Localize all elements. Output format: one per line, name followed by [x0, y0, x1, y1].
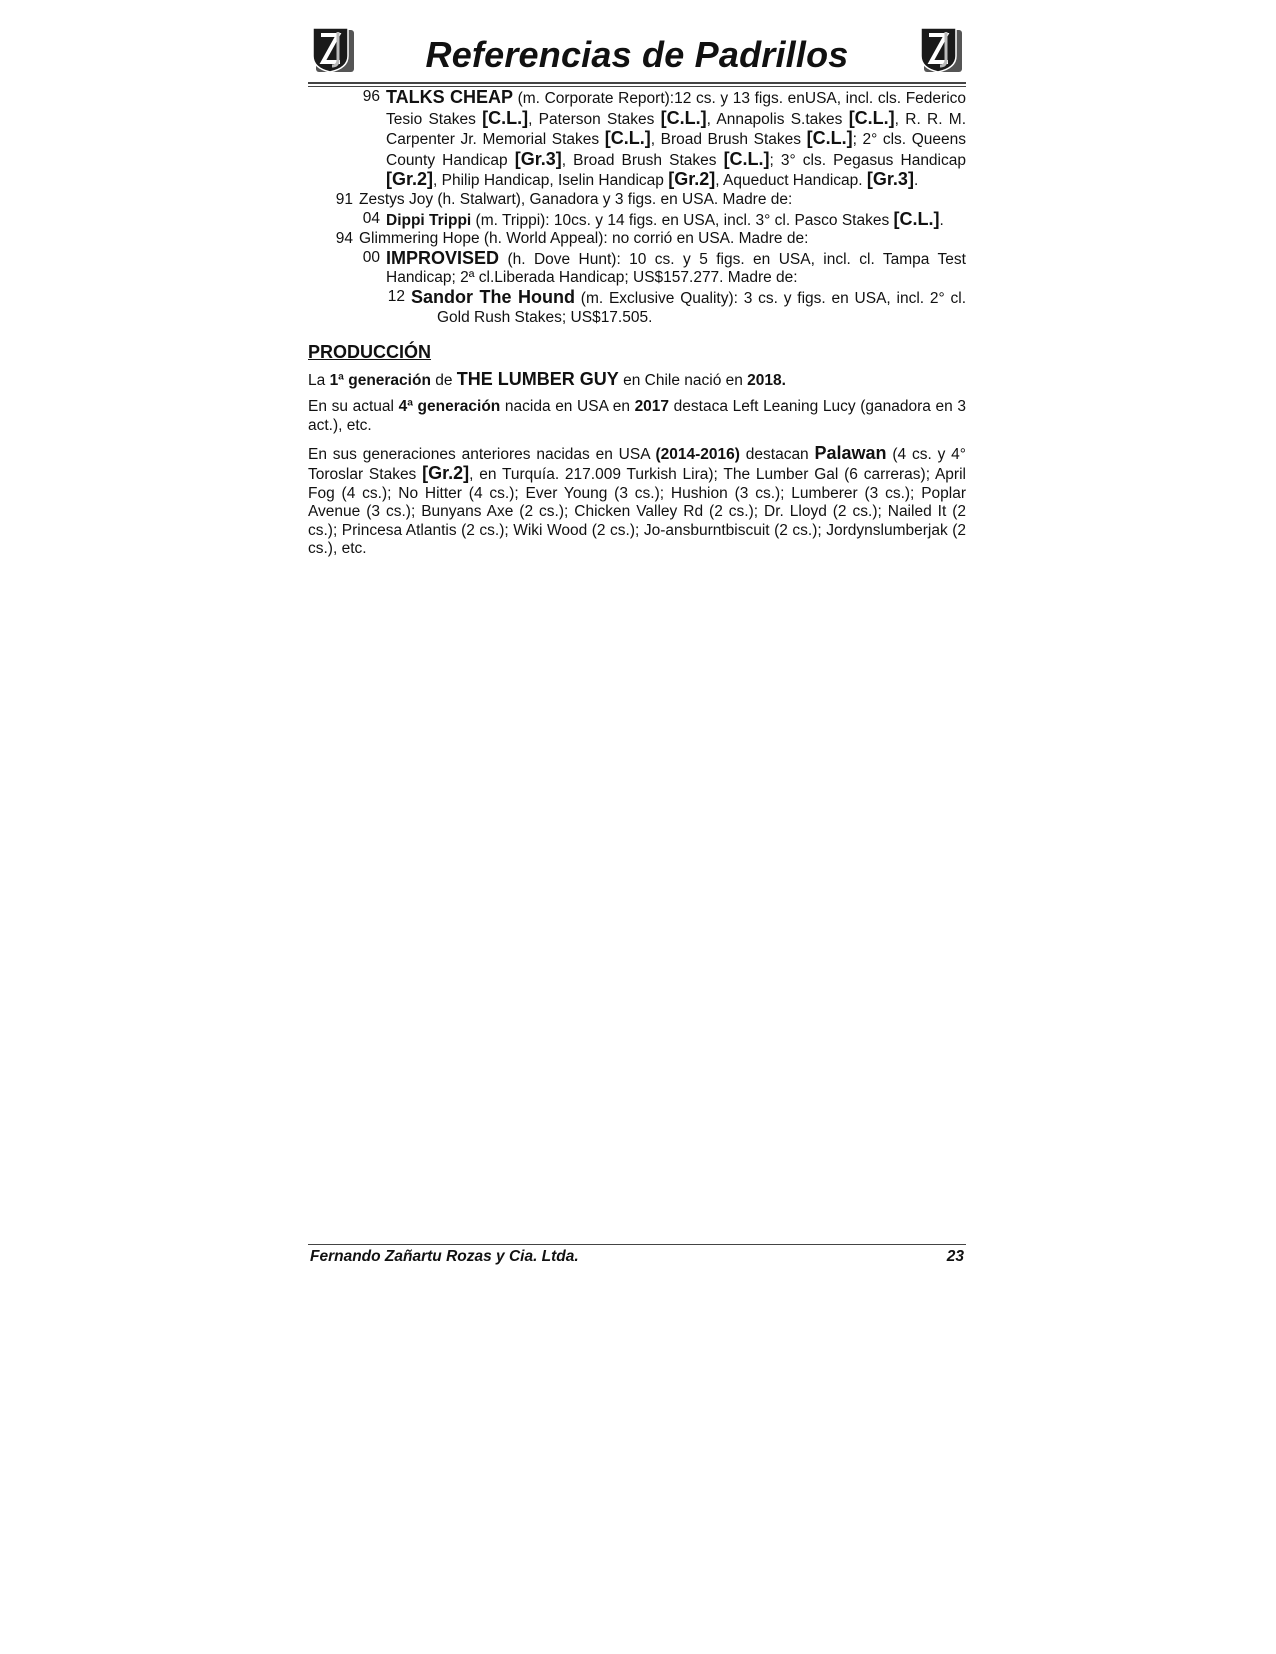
pedigree-entry — [308, 210, 966, 231]
horse-name: Palawan — [814, 442, 887, 463]
entry-detail: ; 3° cls. Pegasus Handicap — [769, 151, 966, 169]
page-footer — [308, 1244, 966, 1266]
paragraph-text: , en Turquía. 217.009 Turkish Lira); The Lumber Gal (6 carreras); April Fog (4 cs.); No Hitter (4 cs.); Ever Young (3 cs.); Hushion (3 cs.); Lumberer (3 cs.); Poplar Avenue (3 cs.); Bunyans Axe (2 cs.); Chicken Valley Rd (2 cs.); Dr. Lloyd (2 cs.); Nailed It (2 cs.); Princesa Atlantis (2 cs.); Wiki Wood (2 cs.); Jo-ansburntbiscuit (2 cs.); Jordynslumberjak (2 cs.), etc. — [308, 466, 966, 558]
race-grade: [C.L.] — [604, 128, 651, 149]
entry-text: Glimmering Hope (h. World Appeal): no corrió en USA. Madre de: — [359, 230, 809, 248]
entry-text: Zestys Joy (h. Stalwart), Ganadora y 3 figs. en USA. Madre de: — [359, 190, 793, 208]
race-grade: [C.L.] — [482, 107, 529, 128]
pedigree-entry — [308, 249, 966, 288]
paragraph-text: en Chile nació en — [618, 371, 748, 389]
entry-detail: ; 2° cls. Queens County Handicap — [386, 131, 966, 169]
race-grade: [Gr.3] — [514, 148, 562, 169]
page-title: Referencias de Padrillos — [425, 34, 849, 75]
race-grade: [Gr.2] — [668, 169, 716, 190]
production-paragraph — [308, 370, 966, 391]
entry-year: 91 — [335, 190, 353, 208]
entry-detail: , Philip Handicap, Iselin Handicap — [433, 172, 669, 190]
footer-text-row — [308, 1245, 966, 1266]
paragraph-emphasis: 2018. — [747, 371, 786, 389]
entry-text — [386, 249, 966, 288]
entry-detail: , Annapolis S.takes — [706, 110, 849, 128]
paragraph-text: En su actual — [308, 398, 399, 416]
entry-year: 04 — [362, 209, 380, 227]
entry-text — [411, 288, 966, 327]
production-paragraph — [308, 444, 966, 560]
race-grade: [C.L.] — [893, 208, 940, 229]
pedigree-entry — [308, 191, 966, 210]
entry-year: 94 — [335, 230, 353, 248]
entry-detail: , Paterson Stakes — [528, 110, 661, 128]
paragraph-text: destaca Left Leaning Lucy (ganadora en 3 act.), etc. — [308, 398, 966, 434]
production-paragraph — [308, 398, 966, 435]
entry-detail: (m. Exclusive Quality): 3 cs. y figs. en USA, incl. 2° cl. Gold Rush Stakes; US$17.505. — [437, 289, 966, 326]
paragraph-emphasis: 1ª generación — [329, 371, 431, 389]
horse-name: IMPROVISED — [386, 247, 500, 268]
entry-year: 96 — [362, 88, 380, 105]
race-grade: [Gr.3] — [866, 169, 914, 190]
race-grade: [C.L.] — [723, 148, 770, 169]
paragraph-emphasis: 2017 — [634, 398, 670, 416]
entry-detail: (h. Dove Hunt): 10 cs. y 5 figs. en USA, incl. cl. Tampa Test Handicap; 2ª cl.Liberada Handicap; US$157.277. Madre de: — [386, 250, 966, 287]
paragraph-emphasis: 4ª generación — [398, 398, 501, 416]
paragraph-text: de — [430, 371, 457, 389]
entry-text — [386, 88, 966, 191]
paragraph-text: destacan — [739, 445, 815, 463]
race-grade: [Gr.2] — [422, 463, 470, 484]
entry-detail: , Broad Brush Stakes — [561, 151, 724, 169]
paragraph-text: nacida en USA en — [500, 398, 635, 416]
paragraph-emphasis: (2014-2016) — [655, 445, 740, 463]
document-body — [308, 88, 966, 559]
entry-detail: (m. Trippi): 10cs. y 14 figs. en USA, incl. 3° cl. Pasco Stakes — [471, 211, 894, 229]
entry-year: 00 — [362, 248, 380, 266]
entry-detail: , R. R. M. Carpenter Jr. Memorial Stakes — [386, 110, 967, 149]
race-grade: [Gr.2] — [386, 169, 434, 190]
entry-detail: , Broad Brush Stakes — [650, 131, 807, 149]
entry-detail: (m. Corporate Report):12 cs. y 13 figs. enUSA, incl. cls. Federico Tesio Stakes — [386, 90, 967, 128]
race-grade: [C.L.] — [806, 128, 853, 149]
horse-name: TALKS CHEAP — [386, 87, 513, 107]
entry-year: 12 — [387, 287, 405, 305]
entry-detail: . — [913, 172, 919, 190]
sire-name: THE LUMBER GUY — [456, 368, 619, 389]
entry-detail: , Aqueduct Handicap. — [715, 172, 867, 190]
entry-text — [386, 210, 966, 231]
pedigree-entry — [308, 230, 966, 249]
page-header — [308, 22, 966, 82]
paragraph-text: (4 cs. y 4° Toroslar Stakes — [308, 445, 966, 484]
footer-company: Fernando Zañartu Rozas y Cia. Ltda. — [310, 1248, 579, 1265]
paragraph-text: En sus generaciones anteriores nacidas en USA — [308, 445, 656, 463]
horse-name: Sandor The Hound — [411, 286, 575, 307]
paragraph-text: La — [308, 371, 330, 389]
document-page — [308, 22, 967, 558]
horse-name: Dippi Trippi — [386, 211, 472, 229]
section-title: PRODUCCIÓN — [308, 342, 432, 363]
pedigree-entry — [308, 288, 966, 327]
page-number: 23 — [946, 1248, 964, 1265]
race-grade: [C.L.] — [848, 107, 895, 128]
entry-detail: . — [939, 211, 944, 229]
pedigree-entry — [308, 88, 966, 191]
race-grade: [C.L.] — [660, 107, 707, 128]
fzr-emblem-icon — [918, 26, 964, 74]
